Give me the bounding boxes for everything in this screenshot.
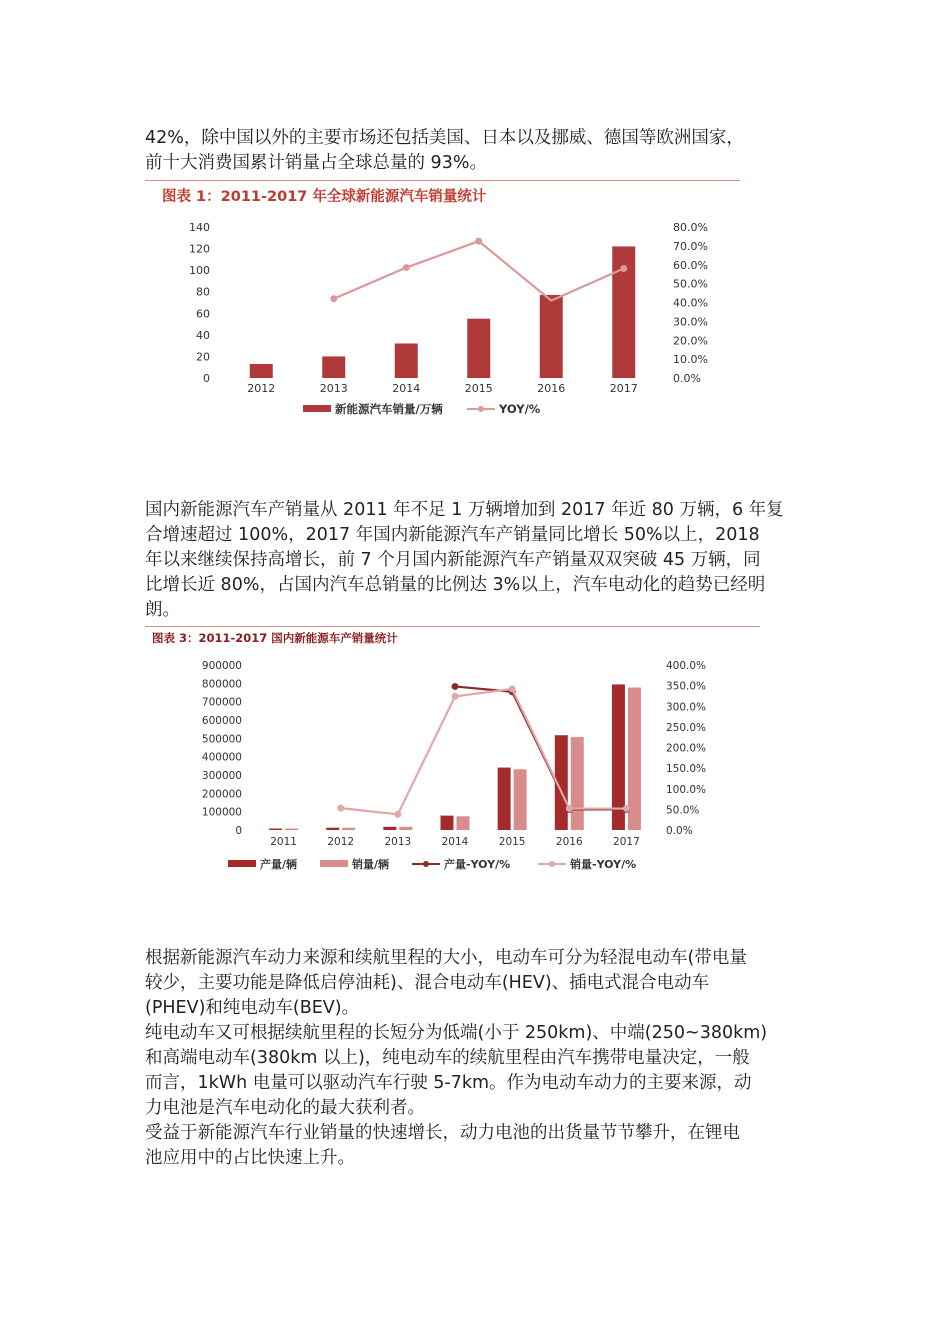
x-tick-label: 2012: [327, 836, 355, 848]
y-right-tick-label: 400.0%: [666, 660, 707, 672]
legend-label: 销量/辆: [352, 858, 390, 871]
paragraph-line: 国内新能源汽车产销量从 2011 年不足 1 万辆增加到 2017 年近 80 万辆，6 年复: [145, 500, 784, 520]
series-line: [334, 241, 624, 300]
bar-2014: [457, 816, 470, 830]
legend-swatch: [303, 405, 331, 412]
line-point-2017: [623, 805, 630, 812]
y-right-tick-label: 50.0%: [673, 277, 708, 291]
y-right-tick-label: 80.0%: [673, 221, 708, 234]
bar-2014: [441, 816, 454, 830]
x-tick-label: 2016: [537, 382, 566, 395]
paragraph-line: 和高端电动车(380km 以上)，纯电动车的续航里程由汽车携带电量决定，一般: [145, 1048, 750, 1068]
y-left-tick-label: 500000: [201, 733, 242, 746]
figure-2-title: 图表 3：2011-2017 国内新能源车产销量统计: [152, 631, 398, 645]
paragraph-line: 根据新能源汽车动力来源和续航里程的大小，电动车可分为轻混电动车(带电量: [145, 948, 747, 968]
y-left-tick-label: 800000: [201, 678, 242, 691]
y-right-tick-label: 250.0%: [666, 721, 707, 734]
figure-1-chart: [145, 180, 745, 425]
paragraph-line: 合增速超过 100%，2017 年国内新能源汽车产销量同比增长 50%以上，2018: [145, 525, 760, 545]
y-right-tick-label: 200.0%: [666, 742, 707, 755]
bar-2015: [467, 319, 490, 378]
y-left-tick-label: 20: [196, 350, 210, 364]
paragraph-2: [145, 498, 810, 623]
figure-1-title: 图表 1：2011-2017 年全球新能源汽车销量统计: [162, 189, 487, 205]
x-tick-label: 2014: [392, 382, 421, 395]
legend-swatch-dot: [423, 861, 429, 867]
x-tick-label: 2015: [464, 382, 493, 395]
paragraph-line: 受益于新能源汽车行业销量的快速增长，动力电池的出货量节节攀升，在锂电: [145, 1123, 740, 1143]
line-point-2014: [403, 264, 410, 271]
y-right-tick-label: 40.0%: [673, 296, 708, 310]
x-tick-label: 2013: [384, 836, 412, 848]
x-tick-label: 2016: [555, 836, 583, 848]
y-right-tick-label: 20.0%: [673, 334, 708, 348]
y-left-tick-label: 300000: [201, 770, 242, 782]
y-right-tick-label: 150.0%: [666, 763, 707, 776]
bar-2016: [571, 737, 584, 830]
paragraph-line: 朗。: [145, 600, 180, 620]
bar-2015: [498, 768, 511, 830]
bar-2013: [399, 827, 412, 830]
y-right-tick-label: 30.0%: [673, 315, 708, 329]
paragraph-3: [145, 946, 810, 1171]
y-right-tick-label: 100.0%: [666, 783, 707, 796]
paragraph-line: 42%，除中国以外的主要市场还包括美国、日本以及挪威、德国等欧洲国家，: [145, 128, 744, 148]
x-tick-label: 2012: [247, 382, 276, 395]
bar-2011: [269, 829, 282, 830]
bar-2012: [250, 364, 273, 378]
legend-label: 新能源汽车销量/万辆: [335, 402, 443, 416]
bar-2014: [395, 343, 418, 378]
y-left-tick-label: 80: [196, 285, 210, 299]
y-left-tick-label: 400000: [201, 751, 242, 764]
y-left-tick-label: 0: [235, 825, 242, 837]
y-left-tick-label: 600000: [201, 715, 242, 727]
paragraph-line: 前十大消费国累计销量占全球总量的 93%。: [145, 153, 487, 173]
y-right-tick-label: 0.0%: [666, 825, 693, 837]
x-tick-label: 2011: [270, 836, 297, 848]
y-left-tick-label: 120: [189, 242, 210, 256]
figure-2: [145, 626, 765, 881]
legend-label: 产量-YOY/%: [444, 858, 511, 871]
y-right-tick-label: 70.0%: [673, 239, 708, 253]
legend-label: 销量-YOY/%: [570, 858, 637, 871]
bar-2016: [540, 295, 563, 378]
y-left-tick-label: 700000: [201, 696, 242, 709]
x-tick-label: 2017: [609, 382, 638, 395]
line-point-2014: [452, 683, 459, 690]
legend-label: 产量/辆: [260, 858, 298, 871]
line-point-2014: [452, 693, 459, 700]
legend-swatch-dot: [478, 406, 484, 412]
line-point-2017: [620, 265, 627, 272]
paragraph-line: 力电池是汽车电动化的最大获利者。: [145, 1098, 425, 1118]
y-left-tick-label: 900000: [201, 660, 242, 672]
paragraph-line: 池应用中的占比快速上升。: [145, 1148, 355, 1168]
y-left-tick-label: 40: [196, 328, 210, 342]
y-left-tick-label: 100000: [201, 806, 242, 819]
y-right-tick-label: 10.0%: [673, 353, 708, 367]
legend-swatch-dot: [549, 861, 555, 867]
bar-2015: [514, 769, 527, 830]
line-point-2012: [337, 805, 344, 812]
line-point-2013: [330, 295, 337, 302]
paragraph-line: 较少，主要功能是降低启停油耗)、混合电动车(HEV)、插电式混合电动车: [145, 973, 710, 993]
figure-1: [145, 180, 745, 425]
bar-2013: [383, 827, 396, 830]
y-left-tick-label: 200000: [201, 788, 242, 801]
y-right-tick-label: 0.0%: [673, 372, 701, 385]
line-point-2015: [509, 685, 516, 692]
y-left-tick-label: 0: [203, 372, 210, 385]
x-tick-label: 2013: [319, 382, 348, 395]
paragraph-1: [145, 126, 810, 176]
y-left-tick-label: 100: [189, 264, 210, 278]
line-point-2015: [475, 238, 482, 245]
figure-2-chart: [145, 626, 765, 881]
paragraph-line: 纯电动车又可根据续航里程的长短分为低端(小于 250km)、中端(250~380km): [145, 1023, 768, 1043]
line-point-2016: [566, 805, 573, 812]
legend-label: YOY/%: [499, 402, 541, 416]
y-right-tick-label: 50.0%: [666, 804, 700, 817]
y-left-tick-label: 140: [189, 221, 210, 234]
y-right-tick-label: 350.0%: [666, 680, 707, 693]
paragraph-line: 而言，1kWh 电量可以驱动汽车行驶 5-7km。作为电动车动力的主要来源，动: [145, 1073, 752, 1093]
y-right-tick-label: 300.0%: [666, 701, 707, 714]
paragraph-line: 比增长近 80%，占国内汽车总销量的比例达 3%以上，汽车电动化的趋势已经明: [145, 575, 766, 595]
bar-2011: [285, 829, 298, 830]
bar-2012: [326, 828, 339, 830]
bar-2013: [322, 356, 345, 378]
paragraph-line: (PHEV)和纯电动车(BEV)。: [145, 998, 360, 1018]
legend-swatch: [320, 860, 348, 867]
x-tick-label: 2015: [498, 836, 526, 848]
x-tick-label: 2014: [441, 836, 469, 848]
y-left-tick-label: 60: [196, 307, 210, 321]
legend-swatch: [228, 860, 256, 867]
y-right-tick-label: 60.0%: [673, 258, 708, 272]
bar-2012: [342, 828, 355, 830]
paragraph-line: 年以来继续保持高增长，前 7 个月国内新能源汽车产销量双双突破 45 万辆，同: [145, 550, 761, 570]
x-tick-label: 2017: [613, 836, 640, 848]
line-point-2013: [394, 811, 401, 818]
